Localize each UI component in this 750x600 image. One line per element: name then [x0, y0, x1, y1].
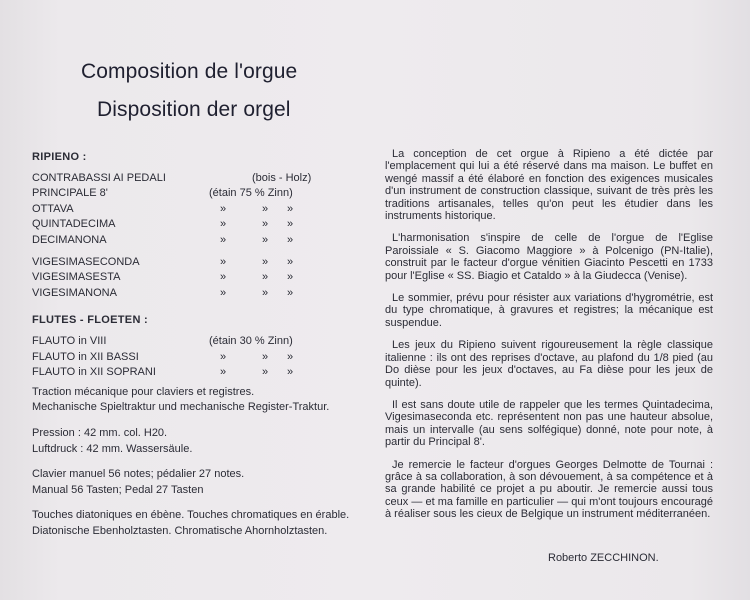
- paragraph-sommier: Le sommier, prévu pour résister aux variations d'hygrométrie, est du type chromatique, à gravures et registres; la mécanique est suspendue.: [385, 292, 713, 329]
- stop-name: FLAUTO in XII SOPRANI: [32, 366, 156, 379]
- stop-name: FLAUTO in XII BASSI: [32, 350, 139, 363]
- ditto-mark: »: [287, 233, 294, 246]
- ditto-mark: »: [287, 286, 294, 299]
- ripieno-heading: RIPIENO :: [32, 151, 87, 163]
- stop-row: [32, 365, 362, 381]
- pressure-de: Luftdruck : 42 mm. Wassersäule.: [32, 442, 193, 455]
- ditto-mark: »: [220, 255, 227, 268]
- stop-name: VIGESIMASESTA: [32, 271, 121, 284]
- stop-name: OTTAVA: [32, 202, 74, 215]
- ditto-mark: »: [220, 218, 227, 231]
- paragraph-remerciements: Je remercie le facteur d'orgues Georges Delmotte de Tournai : grâce à sa collaboration, à son dévouement, à sa compétence et à sa grande habilité ce projet a pu aboutir. Je remercie aussi tous ceux — et ma famille en particulier — qui m'ont toujours encouragé à réaliser sous les cieux de Belgique un instrument méditerranéen.: [385, 458, 713, 521]
- ditto-mark: »: [262, 202, 269, 215]
- traction-de: Mechanische Spieltraktur und mechanische Register-Traktur.: [32, 401, 330, 414]
- ditto-mark: »: [287, 366, 294, 379]
- keys-fr: Touches diatoniques en ébène. Touches chromatiques en érable.: [32, 509, 350, 522]
- keyboard-fr: Clavier manuel 56 notes; pédalier 27 notes.: [32, 468, 245, 481]
- stop-row: [32, 350, 362, 366]
- stop-name: VIGESIMANONA: [32, 286, 117, 299]
- stop-row: [32, 270, 362, 286]
- stop-material: (étain 30 % Zinn): [209, 334, 293, 347]
- text-column: [385, 148, 713, 531]
- ditto-mark: »: [287, 350, 294, 363]
- ditto-mark: »: [220, 366, 227, 379]
- paragraph-termes: Il est sans doute utile de rappeler que les termes Quintadecima, Vigesimaseconda etc. représentent non pas une hauteur absolue, mais un intervalle (au sens solfégique) donné, note pour note, à partir du Principal 8'.: [385, 398, 713, 449]
- stop-row: [32, 255, 362, 271]
- paragraph-harmonisation: L'harmonisation s'inspire de celle de l'orgue de l'Eglise Paroissiale « S. Giacomo Maggiore » à Polcenigo (PN-Italie), construit par le facteur d'orgue vénitien Giacinto Pescetti en 1733 pour l'Eglise « SS. Biagio et Cataldo » à la Giudecca (Venise).: [385, 232, 713, 282]
- ditto-mark: »: [220, 202, 227, 215]
- ditto-mark: »: [262, 366, 269, 379]
- ditto-mark: »: [262, 233, 269, 246]
- paragraph-ripieno: Les jeux du Ripieno suivent rigoureusement la règle classique italienne : ils ont des reprises d'octave, au plafond du 1/8 pied (au Do dièse pour les jeux d'octaves, au Fa dièse pour les jeux de quinte).: [385, 339, 713, 389]
- ditto-mark: »: [220, 350, 227, 363]
- traction-fr: Traction mécanique pour claviers et registres.: [32, 385, 255, 398]
- ditto-mark: »: [262, 286, 269, 299]
- paragraph-conception: La conception de cet orgue à Ripieno a été dictée par l'emplacement qui lui a été réservé dans ma maison. Le buffet en wengé massif a été élaboré en fonction des exigences musicales d'un instrument de construction classique, suivant de très près les traditions artisanales, telles qu'on peut les étudier dans les instruments historique.: [385, 148, 713, 223]
- stop-material: (étain 75 % Zinn): [209, 187, 293, 200]
- stop-name: PRINCIPALE 8': [32, 187, 108, 200]
- stop-name: DECIMANONA: [32, 233, 107, 246]
- stop-material: (bois - Holz): [252, 171, 312, 184]
- ditto-mark: »: [262, 218, 269, 231]
- ditto-mark: »: [262, 255, 269, 268]
- stop-row: [32, 171, 362, 187]
- keyboard-de: Manual 56 Tasten; Pedal 27 Tasten: [32, 483, 204, 496]
- title-german: Disposition der orgel: [97, 98, 291, 121]
- ditto-mark: »: [287, 271, 294, 284]
- stop-row: [32, 202, 362, 218]
- ditto-mark: »: [287, 218, 294, 231]
- stop-row: [32, 217, 362, 233]
- stop-row: [32, 186, 362, 202]
- title-french: Composition de l'orgue: [81, 60, 298, 83]
- ditto-mark: »: [262, 350, 269, 363]
- ditto-mark: »: [220, 271, 227, 284]
- ditto-mark: »: [287, 255, 294, 268]
- stop-list-column: [32, 150, 362, 539]
- signature: Roberto ZECCHINON.: [548, 552, 659, 564]
- stop-name: FLAUTO in VIII: [32, 334, 107, 347]
- stop-row: [32, 233, 362, 249]
- stop-name: QUINTADECIMA: [32, 218, 116, 231]
- ditto-mark: »: [287, 202, 294, 215]
- stop-row: [32, 334, 362, 350]
- pressure-fr: Pression : 42 mm. col. H20.: [32, 426, 168, 439]
- stop-row: [32, 286, 362, 302]
- keys-de: Diatonische Ebenholztasten. Chromatische Ahornholztasten.: [32, 524, 328, 537]
- ditto-mark: »: [220, 233, 227, 246]
- ditto-mark: »: [220, 286, 227, 299]
- ditto-mark: »: [262, 271, 269, 284]
- flutes-heading: FLUTES - FLOETEN :: [32, 314, 149, 327]
- stop-name: VIGESIMASECONDA: [32, 255, 140, 268]
- stop-name: CONTRABASSI AI PEDALI: [32, 171, 166, 184]
